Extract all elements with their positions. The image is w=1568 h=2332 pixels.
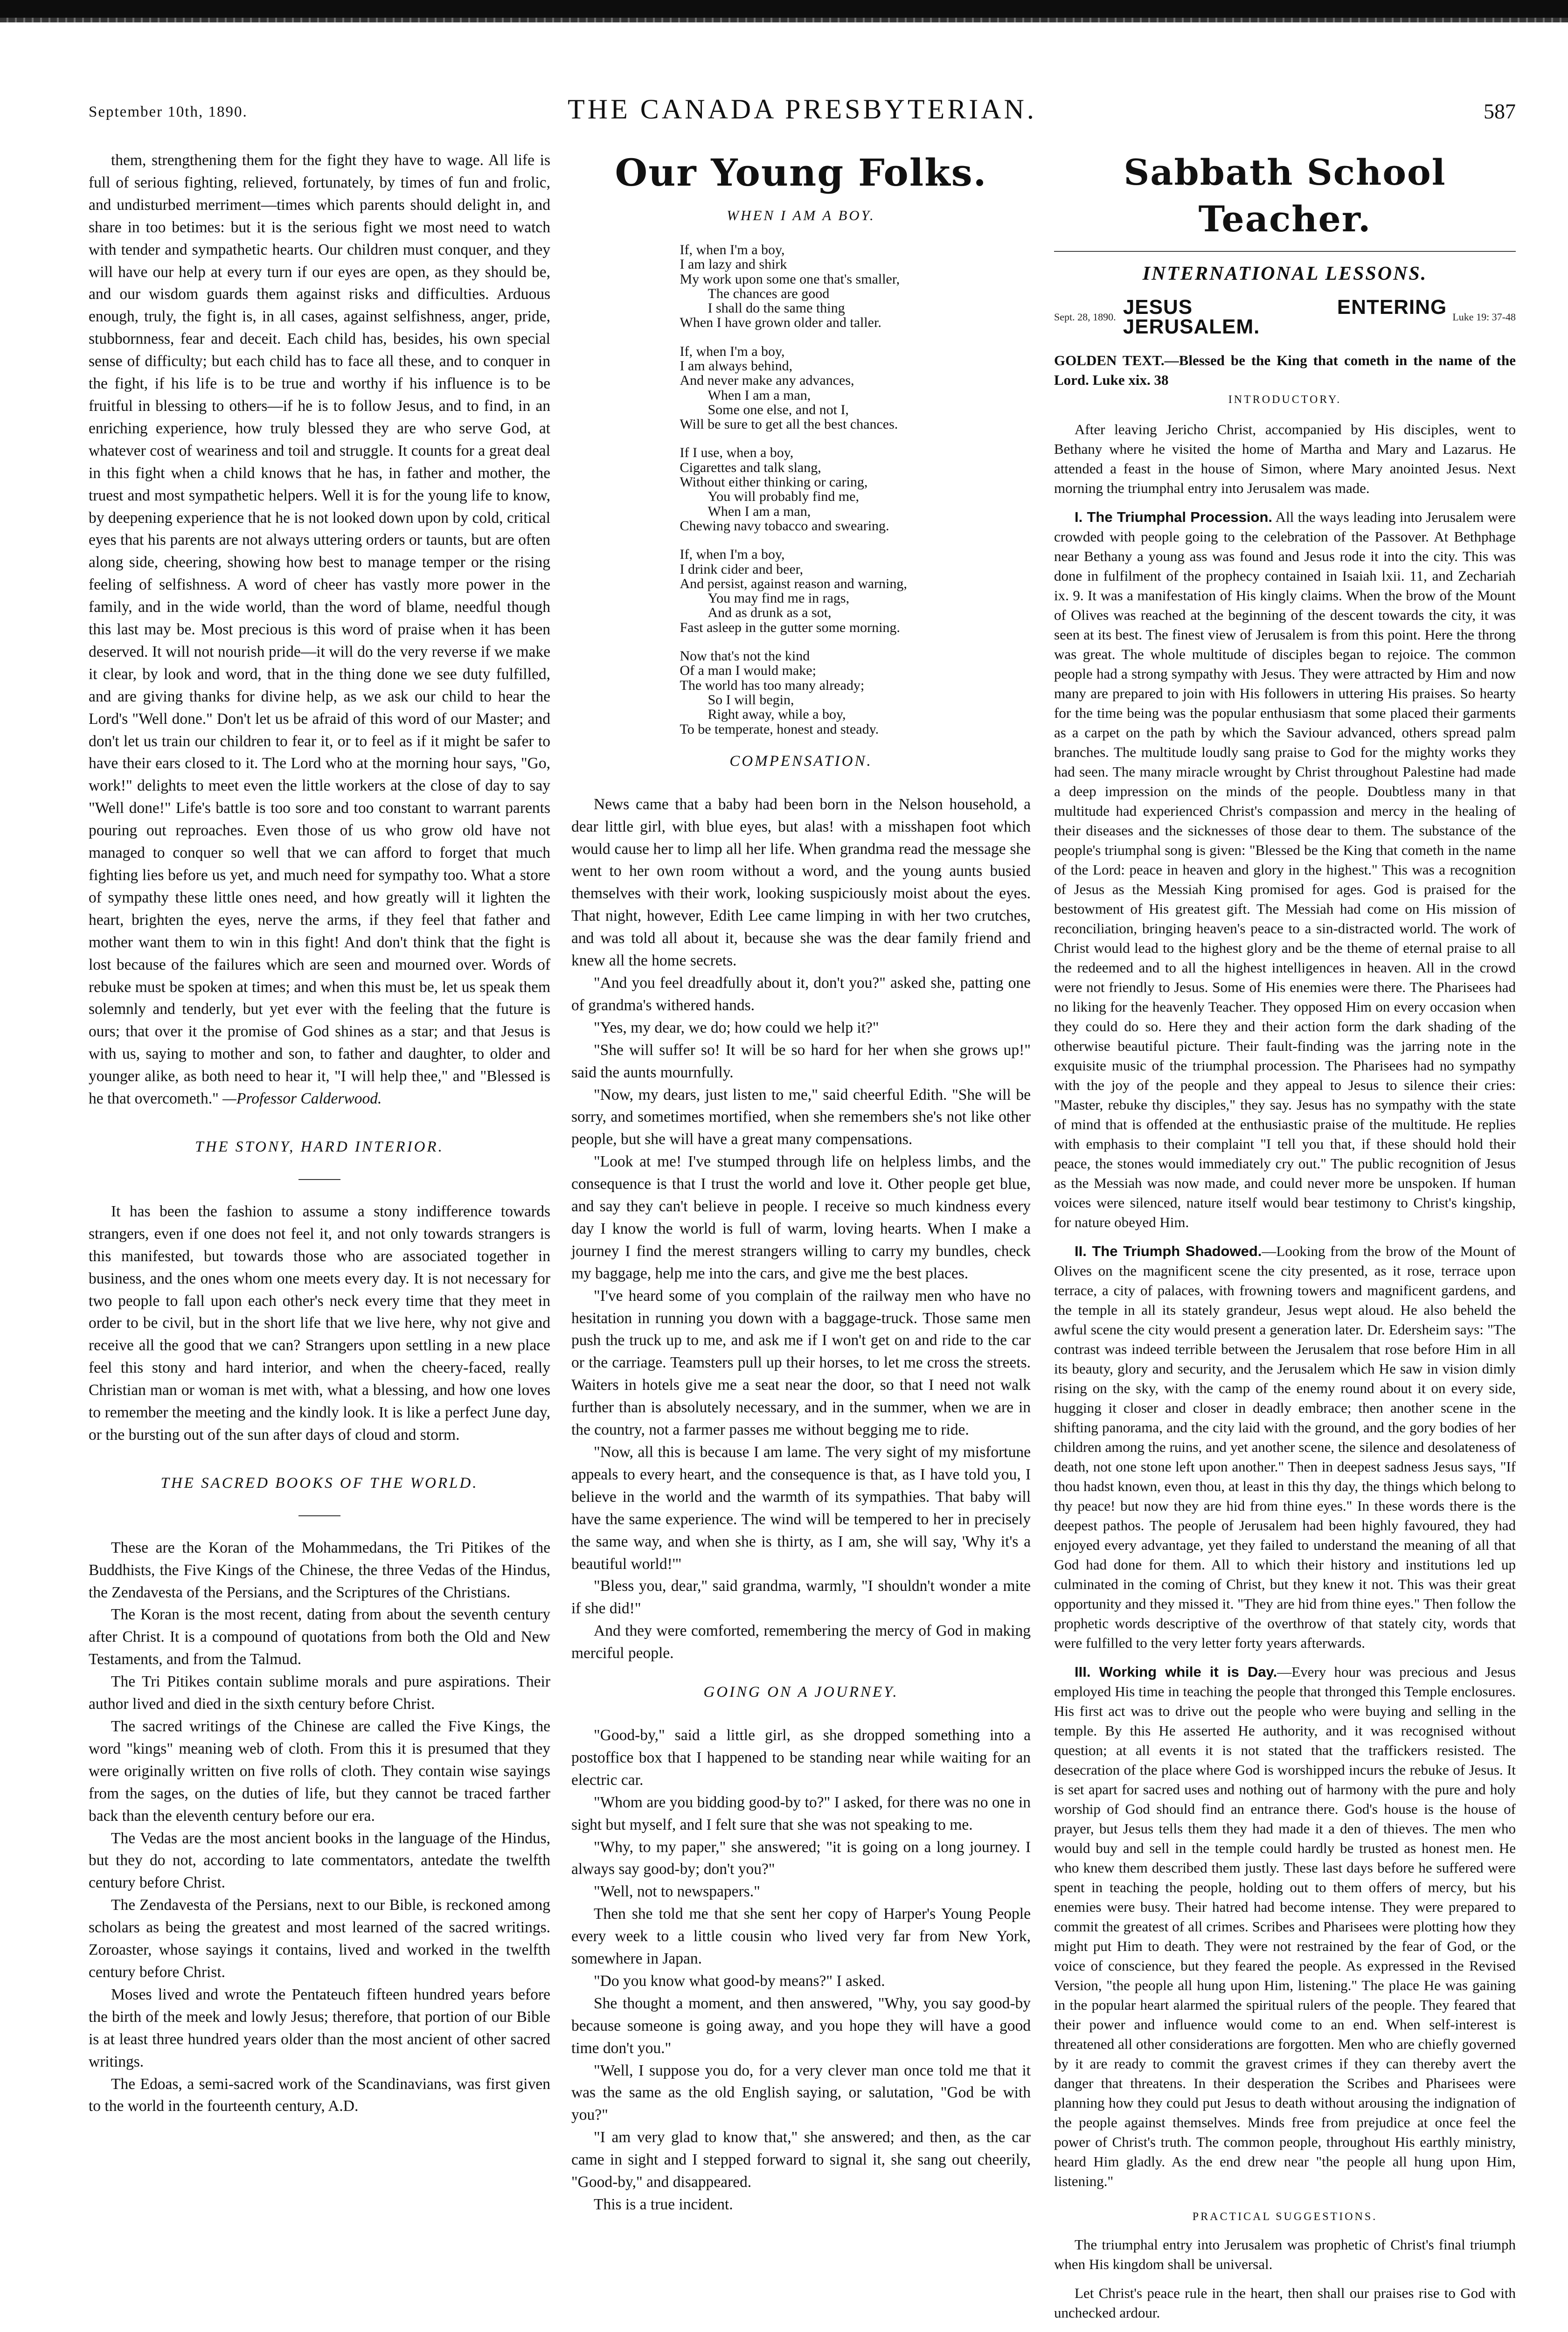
poem-line: Will be sure to get all the best chances. xyxy=(680,416,898,432)
poem-stanza xyxy=(680,445,923,533)
journey-paragraph: "Whom are you bidding good-by to?" I asked, for there was no one in sight but myself, and I felt sure that she was not speaking to me. xyxy=(571,1793,1031,1833)
poem-stanza xyxy=(680,344,923,432)
column-left xyxy=(89,149,550,2117)
poem-line: If, when I'm a boy, xyxy=(680,242,785,257)
lesson-section xyxy=(1054,1662,1516,2191)
poem-line: And as drunk as a sot, xyxy=(708,605,832,621)
column-middle xyxy=(571,149,1031,2216)
poem-line: If, when I'm a boy, xyxy=(680,547,785,562)
divider xyxy=(298,1179,340,1180)
lesson-section-text: —Looking from the brow of the Mount of Olives on the magnificent scene the city presented, as it rose, terrace upon terrace, a city of palaces, with frowning towers and magnificent gardens, and the temple in all its stately grandeur, Jesus wept aloud. He also beheld the awful scene the city would present a generation later. Dr. Edersheim says: "The contrast was indeed terrible between the Jerusalem that rose before Him in all its beauty, glory and security, and the Jerusalem which He saw in vision dimly rising on the sky, with the camp of the enemy round about it on every side, hugging it closer and closer in deadly embrace; then another scene in the shifting panorama, and the city laid with the ground, and the gory bodies of her children among the ruins, and yet another scene, the silence and desolateness of death, not one stone left upon another." Then in deepest sadness Jesus says, "If thou hadst known, even thou, at least in this thy day, the things which belong to thy peace! but now they are hid from thine eyes." In these words there is the deepest pathos. The people of Jerusalem had been highly favoured, they had enjoyed every advantage, yet they failed to understand the meaning of all that God had done for them. All to which their history and institutions led up culminated in the coming of Christ, but they knew it not. This was their great opportunity and they missed it. "They are hid from thine eyes." Then follow the prophetic words descriptive of the overthrow of that stately city, words that were fulfilled to the very letter forty years afterwards. xyxy=(1054,1243,1516,1651)
section-heading-young-folks: Our Young Folks. xyxy=(615,151,987,194)
journey-paragraph: "Do you know what good-by means?" I asked. xyxy=(594,1972,885,1990)
journey-paragraph: This is a true incident. xyxy=(594,2196,733,2213)
lesson-section-heading: I. The Triumphal Procession. xyxy=(1075,509,1273,525)
poem xyxy=(680,243,923,736)
section-title-sacred-books: THE SACRED BOOKS OF THE WORLD. xyxy=(160,1474,479,1492)
stony-paragraph: It has been the fashion to assume a stony indifference towards strangers, even if one does not feel it, and not only towards strangers is this manifested, but towards those who are associated together in business, and the ones whom one meets every day. It is not necessary for two people to fall upon each other's neck every time that they meet in order to be civil, but in the short life that we live here, why not give and receive all the good that we can? Strangers upon settling in a new place feel this stony and hard interior, and when the cheery-faced, really Christian man or woman is met with, what a blessing, and how one loves to remember the meeting and the kindly look. It is like a perfect June day, or the bursting out of the sun after days of cloud and storm. xyxy=(89,1202,550,1444)
poem-line: Now that's not the kind xyxy=(680,648,810,664)
sacred-paragraph: The sacred writings of the Chinese are called the Five Kings, the word "kings" meaning web of cloth. From this it is presumed that they were originally written on five rolls of cloth. They contain wise sayings from the sages, on the duties of life, but they cannot be traced farther back than the eleventh century before our era. xyxy=(89,1718,550,1825)
poem-line: If, when I'm a boy, xyxy=(680,343,785,359)
poem-stanza xyxy=(680,547,923,635)
poem-line: And persist, against reason and warning, xyxy=(680,576,907,591)
compensation-paragraph: News came that a baby had been born in the Nelson household, a dear little girl, with blue eyes, but alas! with a misshapen foot which would cause her to limp all her life. When grandma read the message she went to her own room without a word, and the young aunts busied themselves with their work, looking suspiciously moist about the eyes. That night, however, Edith Lee came limping in with her two crutches, and was told all about it, because she was the dear family friend and knew all the home secrets. xyxy=(571,795,1031,970)
journey-paragraph: "Why, to my paper," she answered; "it is going on a long journey. I always say good-by; don't you?" xyxy=(571,1838,1031,1878)
essay-text: them, strengthening them for the fight they have to wage. All life is full of serious fighting, relieved, fortunately, by times of fun and frolic, and undisturbed merriment—times which parents should delight in, and share in too betimes: but it is the serious fight we most need to watch with tender and sympathetic hearts. Our children must conquer, and they will have our help at every turn if our eyes are open, as they should be, and our wisdom guards them against risks and difficulties. Arduous enough, truly, the fight is, in all cases, against selfishness, anger, pride, stubbornness, fear and deceit. Each child has, besides, his own special sense of difficulty; but each child has to face all these, and to conquer in the fight, if his life is to be true and worthy if his influence is to be fruitful in blessing to others—if he is to follow Jesus, and to find, in an enriching experience, how truly blessed they are who serve God, at whatever cost of weariness and toil and struggle. It counts for a great deal in this fight when a child knows that he has, in father and mother, the truest and most sympathetic helpers. Well it is for the young life to know, by deepening experience that he is not looked down upon by cold, critical eyes that his parents are not always uttering orders or taunts, but are often along side, cheering, showing how best to manage temper or the rising feeling of selfishness. A word of cheer has vastly more power in the family, and in the wide world, than the word of blame, needful though this last may be. Most precious is this word of praise when it has been deserved. It will not nourish pride—it will do the very reverse if we make it clear, by look and word, that in the thing done we see duty fulfilled, and are giving thanks for divine help, as we ask our child to hear the Lord's "Well done." Don't let us be afraid of this word of our Master; and don't let us train our children to fear it, or to feel as if it might be safer to have their ears closed to it. The Lord who at the morning hour says, "Go, work!" delights to meet even the little workers at the close of day to say "Well done!" Life's battle is too sore and too constant to warrant parents pouring out reproaches. Even those of us who grow old have not managed to conquer so well that we can afford to forget that much fighting lies before us yet, and much need for sympathy too. What a store of sympathy these little ones need, and how greatly will it lighten the heart, brighten the eyes, nerve the arms, if they feel that father and mother want them to win in this fight! And don't think that the fight is lost because of the failures which are seen and mourned over. Words of rebuke must be spoken at times; and when this must be, let us speak them solemnly and tenderly, but yet ever with the feeling that the future is ours; that over it the promise of God shines as a star; and that Jesus is with us, saying to mother and son, to father and daughter, to older and younger alike, as both need to hear it, "I will help thee," and "Blessed is he that overcometh." xyxy=(89,152,550,1108)
golden-text xyxy=(1054,351,1516,390)
poem-line: And never make any advances, xyxy=(680,373,854,389)
compensation-paragraph: "I've heard some of you complain of the railway men who have no hesitation in running you down with a baggage-truck. Those same men push the truck up to me, and ask me if I won't get on and ride to the car or the carriage. Teamsters pull up their horses, to let me cross the streets. Waiters in hotels give me a seat near the door, so that I need not walk further than is absolutely necessary, and in the summer, when we are in the country, not a farmer passes me without begging me to ride. xyxy=(571,1287,1031,1439)
sacred-paragraph: The Vedas are the most ancient books in the language of the Hindus, but they do not, according to late commentators, antedate the twelfth century before Christ. xyxy=(89,1829,550,1892)
section-title-journey: GOING ON A JOURNEY. xyxy=(703,1684,899,1701)
scan-top-border-texture xyxy=(0,18,1568,22)
poem-line: Some one else, and not I, xyxy=(708,402,849,417)
poem-line: My work upon some one that's smaller, xyxy=(680,271,900,287)
poem-line: Cigarettes and talk slang, xyxy=(680,459,821,475)
poem-stanza xyxy=(680,649,923,736)
journey-paragraph: "Good-by," said a little girl, as she dropped something into a postoffice box that I happened to be standing near while waiting for an electric car. xyxy=(571,1726,1031,1789)
journey-paragraph: She thought a moment, and then answered, "Why, you say good-by because someone is going away, and you hope they will have a good time don't you." xyxy=(571,1994,1031,2057)
lesson-reference: Luke 19: 37-48 xyxy=(1452,311,1516,323)
compensation-paragraph: And they were comforted, remembering the mercy of God in making merciful people. xyxy=(571,1622,1031,1662)
journey-paragraph: "Well, I suppose you do, for a very clever man once told me that it was the same as the old English saying, or salutation, "God be with you?" xyxy=(571,2061,1031,2124)
compensation-paragraph: "And you feel dreadfully about it, don't you?" asked she, patting one of grandma's withered hands. xyxy=(571,974,1031,1014)
compensation-paragraph: "Yes, my dear, we do; how could we help it?" xyxy=(594,1019,879,1036)
poem-line: When I am a man, xyxy=(708,387,811,403)
lesson-header xyxy=(1054,298,1516,337)
divider xyxy=(298,1515,340,1516)
sacred-paragraph: These are the Koran of the Mohammedans, the Tri Pitikes of the Buddhists, the Five Kings of the Chinese, the three Vedas of the Hindus, the Zendavesta of the Persians, and the Scriptures of the Christians. xyxy=(89,1539,550,1601)
introductory-paragraph: After leaving Jericho Christ, accompanied by His disciples, went to Bethany where he visited the home of Martha and Mary and Lazarus. He attended a feast in the house of Simon, where Mary anointed Jesus. Next morning the triumphal entry into Jerusalem was made. xyxy=(1054,421,1516,496)
lesson-section-heading: III. Working while it is Day. xyxy=(1075,1664,1277,1680)
compensation-paragraph: "Look at me! I've stumped through life on helpless limbs, and the consequence is that I trust the world and love it. Other people get blue, and say they can't believe in people. I receive so much kindness every day I know the world is full of warm, loving hearts. When I make a journey I find the merest strangers willing to carry my bundles, check my baggage, help me into the cars, and give me the best places. xyxy=(571,1153,1031,1282)
poem-line: I drink cider and beer, xyxy=(680,561,804,577)
section-title-stony: THE STONY, HARD INTERIOR. xyxy=(195,1138,444,1155)
sacred-paragraph: Moses lived and wrote the Pentateuch fifteen hundred years before the birth of the meek and lowly Jesus; therefore, that portion of our Bible is at least three hundred years older than the most ancient of other sacred writings. xyxy=(89,1985,550,2070)
sacred-paragraph: The Edoas, a semi-sacred work of the Scandinavians, was first given to the world in the fourteenth century, A.D. xyxy=(89,2075,550,2115)
publication-title: THE CANADA PRESBYTERIAN. xyxy=(568,94,1037,125)
poem-line: When I am a man, xyxy=(708,503,811,519)
compensation-paragraph: "She will suffer so! It will be so hard for her when she grows up!" said the aunts mournfully. xyxy=(571,1041,1031,1081)
poem-line: The chances are good xyxy=(708,285,830,301)
poem-line: Without either thinking or caring, xyxy=(680,474,868,490)
page-number: 587 xyxy=(1484,99,1516,123)
practical-suggestions-heading: PRACTICAL SUGGESTIONS. xyxy=(1192,2211,1378,2223)
sacred-paragraph: The Koran is the most recent, dating from about the seventh century after Christ. It is a compound of quotations from both the Old and New Testaments, and from the Talmud. xyxy=(89,1606,550,1668)
practical-point: The triumphal entry into Jerusalem was prophetic of Christ's final triumph when His kingdom shall be universal. xyxy=(1054,2236,1516,2272)
compensation-paragraph: "Bless you, dear," said grandma, warmly, "I shouldn't wonder a mite if she did!" xyxy=(571,1577,1031,1617)
introductory-heading: INTRODUCTORY. xyxy=(1228,394,1342,406)
scan-top-border xyxy=(0,0,1568,18)
compensation-paragraph: "Now, all this is because I am lame. The very sight of my misfortune appeals to every heart, and the consequence is that, as I have told you, I believe in the world and the warmth of its sympathies. That baby will have the same experience. The wind will be tempered to her in precisely the same way, and when she is thirty, as I am, she will say, 'Why it's a beautiful world!'" xyxy=(571,1444,1031,1573)
sacred-paragraph: The Tri Pitikes contain sublime morals and pure aspirations. Their author lived and died in the sixth century before Christ. xyxy=(89,1673,550,1713)
poem-line: When I have grown older and taller. xyxy=(680,315,881,331)
lesson-date: Sept. 28, 1890. xyxy=(1054,311,1116,323)
compensation-paragraph: "Now, my dears, just listen to me," said cheerful Edith. "She will be sorry, and sometimes mortified, when she remembers she's not like other people, but she will have a great many compensations. xyxy=(571,1086,1031,1148)
lesson-section xyxy=(1054,1242,1516,1653)
column-right xyxy=(1054,149,1516,2332)
lesson-section-text: —Every hour was precious and Jesus employed His time in teaching the people that thronged this Temple enclosures. His first act was to drive out the people who were buying and selling in the temple. By this He asserted He authority, and it was recognised without question; at all events it is not stated that the traffickers resisted. The desecration of the place where God is worshipped incurs the rebuke of Jesus. It is set apart for sacred uses and nothing out of harmony with the pure and holy worship of God should find an entrance there. God's house is the house of prayer, but Jesus tells them they had made it a den of thieves. The men who would buy and sell in the temple could hardly be trusted as honest men. He who knew them described them justly. These last days before he suffered were spent in teaching the people, holding out to them offers of mercy, but his enemies were busy. Their hatred had become intense. They were prepared to commit the greatest of all crimes. Scribes and Pharisees were plotting how they might put Him to death. They were not restrained by the fear of God, or the voice of conscience, but they feared the people. As expressed in the Revised Version, "the people all hung upon Him, listening." The place He was gaining in the popular heart alarmed the spiritual rulers of the people. They feared that their power and influence would come to an end. When self-interest is threatened all other considerations are forgotten. Men who are chiefly governed by it are ready to commit the gravest crimes if they can thereby avert the danger that threatens. In their desperation the Scribes and Pharisees were planning how they could put Jesus to death without arousing the indignation of the people against themselves. Minds free from prejudice at once feel the power of Christ's truth. The common people, throughout His earthly ministry, heard Him gladly. As the end drew near "the people all hung upon Him, listening." xyxy=(1054,1664,1516,2189)
poem-line: The world has too many already; xyxy=(680,677,865,693)
poem-line: I shall do the same thing xyxy=(708,300,845,316)
journey-paragraph: Then she told me that she sent her copy of Harper's Young People every week to a little cousin who lived very far from New York, somewhere in Japan. xyxy=(571,1905,1031,1968)
golden-text-content: GOLDEN TEXT.—Blessed be the King that cometh in the name of the Lord. Luke xix. 38 xyxy=(1054,352,1516,388)
poem-line: I am always behind, xyxy=(680,358,793,374)
poem-line: To be temperate, honest and steady. xyxy=(680,721,879,737)
lesson-section-text: All the ways leading into Jerusalem were crowded with people going to the celebration of the Passover. At Bethphage near Bethany a young ass was found and Jesus rode it into the city. This was done in fulfilment of the prophecy contained in Isaiah lxii. 11, and Zechariah ix. 9. It was a manifestation of His kingly claims. When the brow of the Mount of Olives was reached at the beginning of the descent towards the city, it was seen at its best. The finest view of Jerusalem is from this point. Here the throng was great. The whole multitude of disciples began to rejoice. The common people had a strong sympathy with Jesus. They were attracted by Him and now many are prepared to join with His followers in uttering His praises. So hearty for the time being was the popular enthusiasm that some placed their garments as a carpet on the path by which the Saviour advanced, others spread palm branches. The multitude loudly sang praise to God for the mighty works they had seen. The many miracle wrought by Christ throughout Palestine had made a deep impression on the minds of the people. Doubtless many in that multitude had experienced Christ's compassion and mercy in the healing of their diseases and the sicknesses of those dear to them. The substance of the people's triumphal song is given: "Blessed be the King that cometh in the name of the Lord: peace in heaven and glory in the highest." This was a recognition of Jesus as the Messiah King promised for ages. God is praised for the bestowment of His greatest gift. The Messiah had come on His mission of reconciliation, bringing heaven's peace to a sin-distracted world. The work of Christ would lead to the highest glory and be the theme of eternal praise to all the redeemed and to all the highest intelligences in heaven. All in the crowd were not friendly to Jesus. Some of His enemies were there. The Pharisees had no liking for the heavenly Teacher. They opposed Him on every occasion when they could do so. Here they and their action form the dark shading of the otherwise beautiful picture. Their fault-finding was the jarring note in the exquisite music of the triumphal procession. The Pharisees had no sympathy with the joy of the people and they appeal to Jesus to silence their cries: "Master, rebuke thy disciples," they say. Jesus has no sympathy with the state of mind that is offended at the enthusiastic praise of the multitude. He replies with emphasis to their complaint "I tell you that, if these should hold their peace, the stones would immediately cry out." The public recognition of Jesus as the Messiah was now made, and could never more be unspoken. If human voices were silenced, nature itself would bear testimony to Christ's kingship, for nature obeyed Him. xyxy=(1054,509,1516,1230)
section-heading-sabbath-school: Sabbath School Teacher. xyxy=(1124,152,1446,240)
essay-paragraph xyxy=(89,149,550,1110)
journey-paragraph: "I am very glad to know that," she answered; and then, as the car came in sight and I stepped forward to signal it, she sang out cheerily, "Good-by," and disappeared. xyxy=(571,2129,1031,2191)
poem-line: So I will begin, xyxy=(708,692,794,708)
poem-line: You will probably find me, xyxy=(708,489,859,505)
poem-line: Right away, while a boy, xyxy=(708,707,846,722)
poem-title: WHEN I AM A BOY. xyxy=(727,207,875,223)
poem-line: You may find me in rags, xyxy=(708,590,850,606)
poem-line: I am lazy and shirk xyxy=(680,257,787,272)
poem-line: Chewing navy tobacco and swearing. xyxy=(680,518,889,534)
lesson-section-heading: II. The Triumph Shadowed. xyxy=(1075,1243,1262,1259)
section-title-compensation: COMPENSATION. xyxy=(729,752,873,770)
page-header xyxy=(89,93,1516,126)
poem-line: Of a man I would make; xyxy=(680,663,816,679)
practical-point: Let Christ's peace rule in the heart, then shall our praises rise to God with unchecked ardour. xyxy=(1054,2285,1516,2321)
journey-paragraph: "Well, not to newspapers." xyxy=(594,1883,760,1901)
poem-stanza xyxy=(680,243,923,330)
sacred-paragraph: The Zendavesta of the Persians, next to our Bible, is reckoned among scholars as being the greatest and most learned of the sacred writings. Zoroaster, whose sayings it contains, lived and worked in the twelfth century before Christ. xyxy=(89,1896,550,1981)
lesson-section xyxy=(1054,507,1516,1232)
international-lessons-heading: INTERNATIONAL LESSONS. xyxy=(1142,263,1428,285)
poem-line: If I use, when a boy, xyxy=(680,445,794,461)
essay-byline: —Professor Calderwood. xyxy=(222,1090,382,1108)
divider xyxy=(1054,251,1516,252)
poem-line: Fast asleep in the gutter some morning. xyxy=(680,619,900,635)
lesson-title: JESUS ENTERING JERUSALEM. xyxy=(1123,296,1447,338)
issue-date: September 10th, 1890. xyxy=(89,104,248,120)
